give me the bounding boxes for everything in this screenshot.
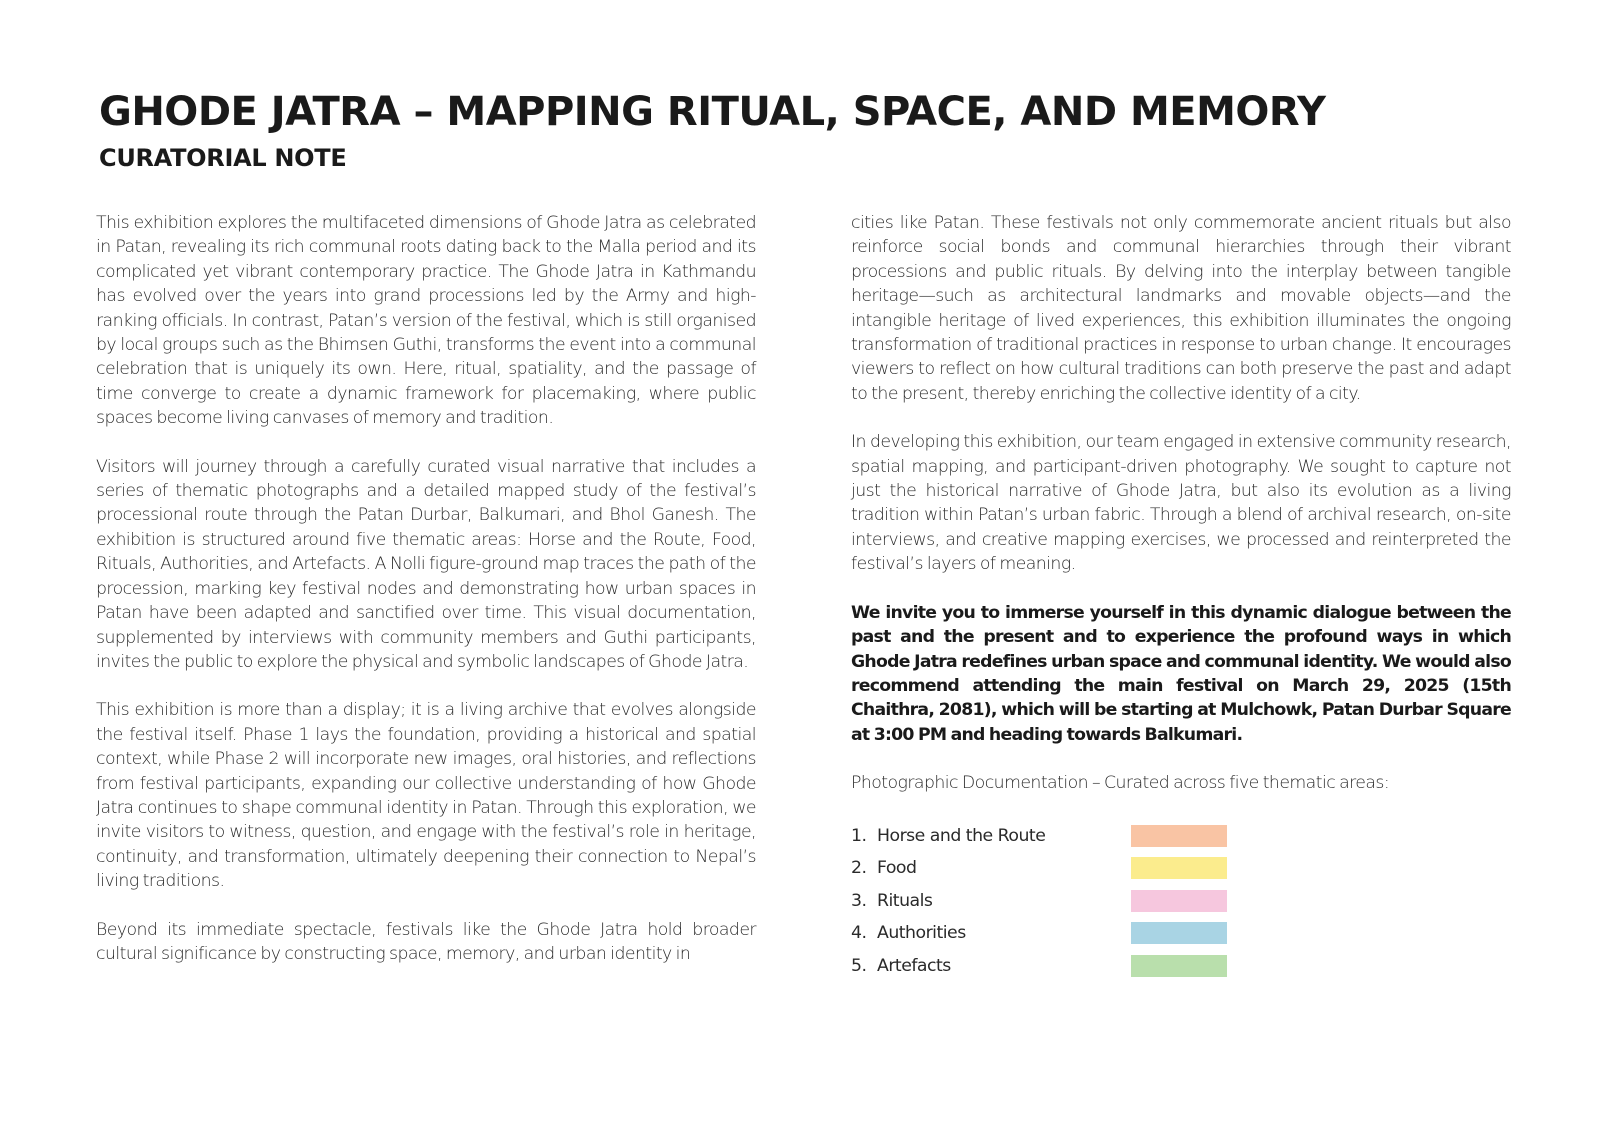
legend-number: 5.: [851, 955, 867, 976]
legend-item: [851, 852, 1511, 885]
legend-number: 3.: [851, 890, 867, 911]
legend-label: Artefacts: [877, 955, 951, 976]
right-column: [851, 211, 1511, 982]
legend-number: 1.: [851, 825, 867, 846]
legend-number: 4.: [851, 923, 867, 944]
color-swatch: [1131, 955, 1227, 977]
legend-number: 2.: [851, 858, 867, 879]
paragraph: In developing this exhibition, our team engaged in extensive community research, spatial mapping, and participant-driven photography. We sought to capture not just the historical narrative of Ghode Jatra, but also its evolution as a living tradition within Patan’s urban fabric. Through a blend of archival research, on-site interviews, and creative mapping exercises, we processed and reinterpreted the festival’s layers of meaning.: [851, 432, 1511, 575]
color-swatch: [1131, 890, 1227, 912]
documentation-heading: Photographic Documentation – Curated across five thematic areas:: [851, 773, 1390, 794]
invitation-paragraph: We invite you to immerse yourself in this dynamic dialogue between the past and the present and to experience the profound ways in which Ghode Jatra redefines urban space and communal identity. We would also recommend attending the main festival on March 29, 2025 (15th Chaithra, 2081), which will be starting at Mulchowk, Patan Durbar Square at 3:00 PM and heading towards Balkumari.: [851, 602, 1511, 745]
color-swatch: [1131, 922, 1227, 944]
page-subtitle: CURATORIAL NOTE: [99, 144, 347, 172]
legend-label: Horse and the Route: [877, 825, 1046, 846]
color-swatch: [1131, 857, 1227, 879]
page-title: GHODE JATRA – MAPPING RITUAL, SPACE, AND MEMORY: [99, 89, 1326, 135]
paragraph: cities like Patan. These festivals not only commemorate ancient rituals but also reinforce social bonds and communal hierarchies through their vibrant processions and public rituals. By delving into the interplay between tangible heritage—such as architectural landmarks and movable objects—and the intangible heritage of lived experiences, this exhibition illuminates the ongoing transformation of traditional practices in response to urban change. It encourages viewers to reflect on how cultural traditions can both preserve the past and adapt to the present, thereby enriching the collective identity of a city.: [851, 213, 1511, 404]
thematic-areas-legend: [851, 820, 1511, 983]
legend-label: Food: [877, 858, 917, 879]
left-column: [96, 211, 756, 990]
paragraph: Beyond its immediate spectacle, festivals like the Ghode Jatra hold broader cultural significance by constructing space, memory, and urban identity in: [96, 919, 756, 964]
legend-item: [851, 950, 1511, 983]
paragraph: Visitors will journey through a carefully curated visual narrative that includes a series of thematic photographs and a detailed mapped study of the festival’s processional route through the Patan Durbar, Balkumari, and Bhol Ganesh. The exhibition is structured around five thematic areas: Horse and the Route, Food, Rituals, Authorities, and Artefacts. A Nolli figure-ground map traces the path of the procession, marking key festival nodes and demonstrating how urban spaces in Patan have been adapted and sanctified over time. This visual documentation, supplemented by interviews with community members and Guthi participants, invites the public to explore the physical and symbolic landscapes of Ghode Jatra.: [96, 456, 756, 672]
color-swatch: [1131, 825, 1227, 847]
paragraph: This exhibition is more than a display; it is a living archive that evolves alongside the festival itself. Phase 1 lays the foundation, providing a historical and spatial context, while Phase 2 will incorporate new images, oral histories, and reflections from festival participants, expanding our collective understanding of how Ghode Jatra continues to shape communal identity in Patan. Through this exploration, we invite visitors to witness, question, and engage with the festival’s role in heritage, continuity, and transformation, ultimately deepening their connection to Nepal’s living traditions.: [96, 700, 756, 892]
legend-item: [851, 885, 1511, 918]
legend-item: [851, 917, 1511, 950]
legend-item: [851, 820, 1511, 853]
legend-label: Authorities: [877, 923, 966, 944]
paragraph: This exhibition explores the multifaceted dimensions of Ghode Jatra as celebrated in Patan, revealing its rich communal roots dating back to the Malla period and its complicated yet vibrant contemporary practice. The Ghode Jatra in Kathmandu has evolved over the years into grand processions led by the Army and high-ranking officials. In contrast, Patan’s version of the festival, which is still organised by local groups such as the Bhimsen Guthi, transforms the event into a communal celebration that is uniquely its own. Here, ritual, spatiality, and the passage of time converge to create a dynamic framework for placemaking, where public spaces become living canvases of memory and tradition.: [96, 213, 756, 429]
legend-label: Rituals: [877, 890, 933, 911]
